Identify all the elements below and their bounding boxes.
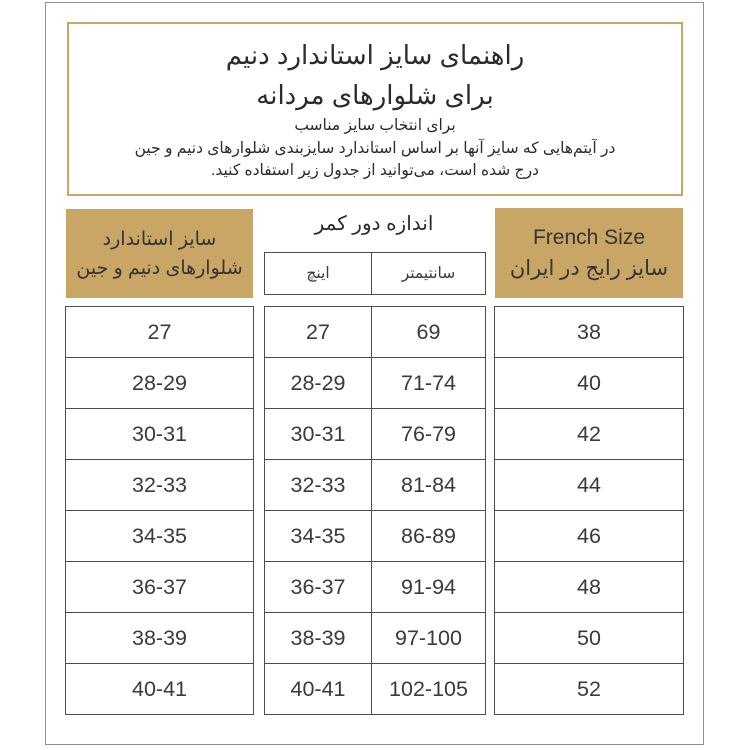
header-title-line2: برای شلوارهای مردانه <box>256 80 494 111</box>
table-row <box>495 307 684 358</box>
standard-size-cell: 27 <box>66 307 254 358</box>
cm-value-cell: 86-89 <box>372 511 486 562</box>
cm-value-cell: 81-84 <box>372 460 486 511</box>
header-subtitle-line2: در آیتم‌هایی که سایز آنها بر اساس استاندارد سایزبندی شلوارهای دنیم و جین <box>134 139 616 157</box>
french-size-cell: 44 <box>495 460 684 511</box>
table-row <box>265 409 486 460</box>
table-row <box>495 460 684 511</box>
table-row <box>265 562 486 613</box>
inch-value-cell: 30-31 <box>265 409 372 460</box>
table-row <box>265 613 486 664</box>
table-row <box>495 409 684 460</box>
standard-size-cell: 38-39 <box>66 613 254 664</box>
french-size-cell: 50 <box>495 613 684 664</box>
standard-header-line1: سایز استاندارد <box>102 228 217 250</box>
standard-column-header <box>66 209 253 298</box>
french-size-cell: 46 <box>495 511 684 562</box>
waist-table <box>264 306 486 715</box>
table-row <box>66 460 254 511</box>
standard-size-cell: 32-33 <box>66 460 254 511</box>
header-subtitle-line3: درج شده است، می‌توانید از جدول زیر استفاده کنید. <box>211 162 539 180</box>
table-row <box>495 664 684 715</box>
table-row <box>495 613 684 664</box>
french-size-table <box>494 306 684 715</box>
cm-value-cell: 102-105 <box>372 664 486 715</box>
table-row <box>265 253 486 295</box>
table-row <box>495 358 684 409</box>
table-row <box>495 511 684 562</box>
french-size-cell: 38 <box>495 307 684 358</box>
inch-value-cell: 34-35 <box>265 511 372 562</box>
french-size-cell: 48 <box>495 562 684 613</box>
table-row <box>265 307 486 358</box>
table-row <box>66 358 254 409</box>
header-title-line1: راهنمای سایز استاندارد دنیم <box>225 40 525 71</box>
table-row <box>66 409 254 460</box>
table-row <box>66 511 254 562</box>
table-row <box>66 613 254 664</box>
table-row <box>265 358 486 409</box>
standard-size-cell: 36-37 <box>66 562 254 613</box>
inch-value-cell: 28-29 <box>265 358 372 409</box>
standard-size-cell: 40-41 <box>66 664 254 715</box>
cm-label: سانتیمتر <box>372 253 486 295</box>
standard-size-cell: 34-35 <box>66 511 254 562</box>
table-row <box>66 562 254 613</box>
cm-value-cell: 69 <box>372 307 486 358</box>
standard-size-cell: 28-29 <box>66 358 254 409</box>
standard-header-line2: شلوارهای دنیم و جین <box>76 257 243 279</box>
cm-value-cell: 71-74 <box>372 358 486 409</box>
waist-unit-header <box>264 252 486 295</box>
standard-size-table <box>65 306 254 715</box>
french-size-cell: 42 <box>495 409 684 460</box>
table-row <box>265 460 486 511</box>
inch-value-cell: 40-41 <box>265 664 372 715</box>
french-size-cell: 40 <box>495 358 684 409</box>
table-row <box>66 307 254 358</box>
header-box <box>67 22 683 196</box>
table-row <box>495 562 684 613</box>
table-row <box>265 664 486 715</box>
header-subtitle-line1: برای انتخاب سایز مناسب <box>294 117 456 135</box>
inch-value-cell: 36-37 <box>265 562 372 613</box>
inch-label: اینچ <box>265 253 372 295</box>
french-size-cell: 52 <box>495 664 684 715</box>
table-row <box>66 664 254 715</box>
cm-value-cell: 97-100 <box>372 613 486 664</box>
french-column-header <box>495 208 683 298</box>
inch-value-cell: 38-39 <box>265 613 372 664</box>
french-header-line2: سایز رایج در ایران <box>509 257 669 280</box>
cm-value-cell: 76-79 <box>372 409 486 460</box>
standard-size-cell: 30-31 <box>66 409 254 460</box>
waist-column-title: اندازه دور کمر <box>314 213 434 235</box>
table-row <box>265 511 486 562</box>
cm-value-cell: 91-94 <box>372 562 486 613</box>
french-header-line1: French Size <box>532 226 646 249</box>
inch-value-cell: 32-33 <box>265 460 372 511</box>
inch-value-cell: 27 <box>265 307 372 358</box>
